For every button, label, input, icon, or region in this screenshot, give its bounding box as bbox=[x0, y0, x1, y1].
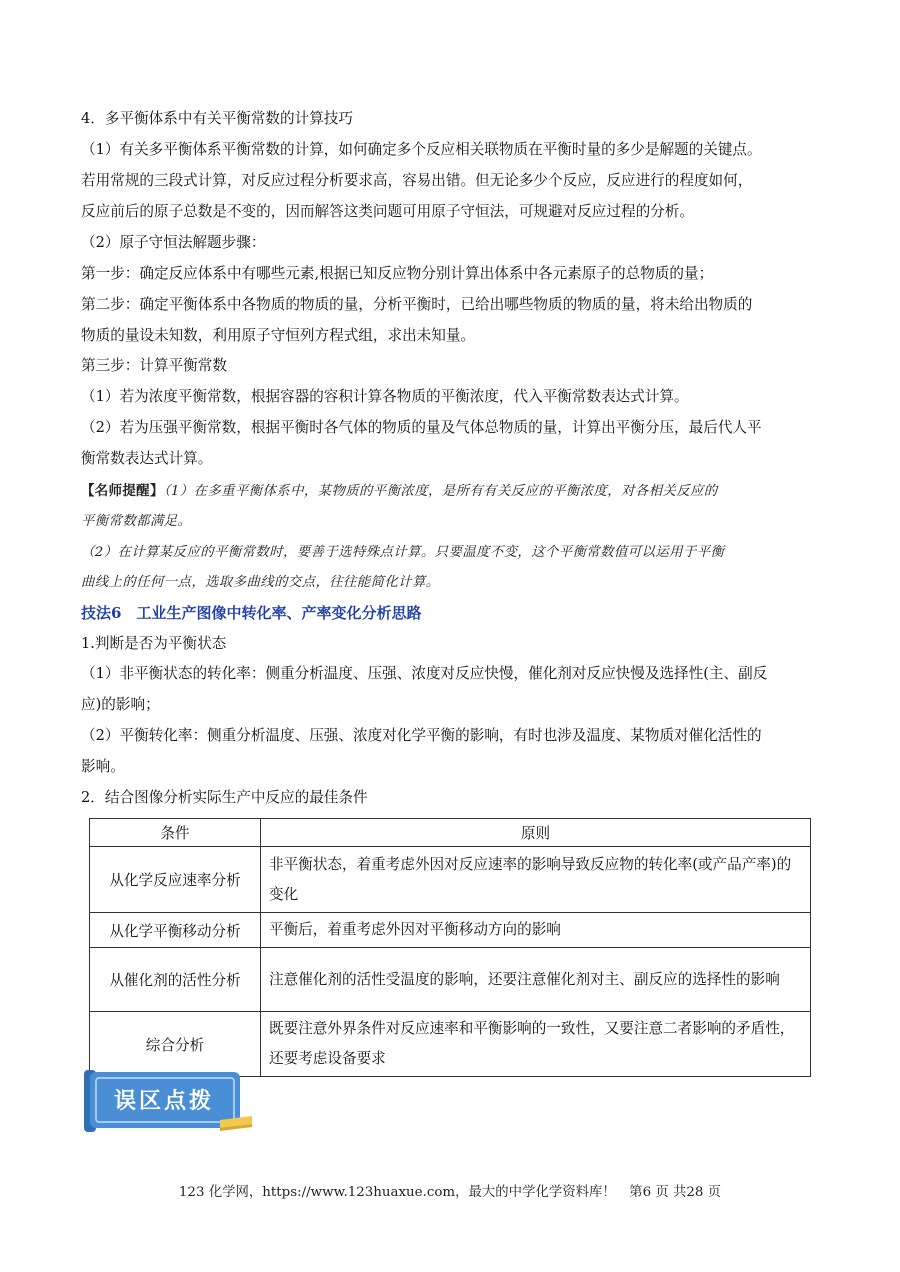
table-row bbox=[90, 948, 811, 1012]
header-condition: 条件 bbox=[90, 819, 261, 847]
header-principle: 原则 bbox=[261, 819, 811, 847]
conditions-table bbox=[89, 818, 811, 1077]
table-cell-condition: 从化学反应速率分析 bbox=[90, 847, 261, 913]
teacher-tip-line-4: 曲线上的任何一点，选取多曲线的交点，往往能简化计算。 bbox=[81, 575, 440, 590]
banner-label: 误区点拨 bbox=[113, 1089, 215, 1114]
technique-6-item-1-line-1: （1）非平衡状态的转化率：侧重分析温度、压强、浓度对反应快慢，催化剂对反应快慢及选择性(主、副反 bbox=[81, 665, 768, 682]
table-row bbox=[90, 847, 811, 913]
step-2-line-2: 物质的量设未知数，利用原子守恒列方程式组，求出未知量。 bbox=[81, 327, 476, 344]
paragraph-1-line-3: 反应前后的原子总数是不变的，因而解答这类问题可用原子守恒法，可规避对反应过程的分析。 bbox=[81, 203, 694, 220]
table-cell-rule: 非平衡状态，着重考虑外因对反应速率的影响导致反应物的转化率(或产品产率)的变化 bbox=[261, 847, 811, 913]
paragraph-1-line-1: （1）有关多平衡体系平衡常数的计算，如何确定多个反应相关联物质在平衡时量的多少是解题的关键点。 bbox=[81, 141, 762, 158]
table-cell-rule: 注意催化剂的活性受温度的影响，还要注意催化剂对主、副反应的选择性的影响 bbox=[261, 948, 811, 1012]
heading-4: 4．多平衡体系中有关平衡常数的计算技巧 bbox=[81, 110, 353, 127]
table-cell-condition: 综合分析 bbox=[90, 1012, 261, 1077]
page-footer: 123 化学网，https://www.123huaxue.com，最大的中学化学资料库！ 第6 页 共28 页 bbox=[178, 1185, 722, 1200]
technique-6-subheading-1: 1.判断是否为平衡状态 bbox=[81, 635, 227, 652]
table-row bbox=[90, 1012, 811, 1077]
table-row bbox=[90, 913, 811, 948]
technique-6-subheading-2: 2．结合图像分析实际生产中反应的最佳条件 bbox=[81, 789, 368, 806]
technique-6-heading: 技法6 工业生产图像中转化率、产率变化分析思路 bbox=[81, 604, 422, 622]
table-header-row bbox=[90, 819, 811, 847]
paragraph-1-line-2: 若用常规的三段式计算，对反应过程分析要求高，容易出错。但无论多少个反应，反应进行的程度如何， bbox=[81, 172, 753, 189]
paragraph-2: （2）原子守恒法解题步骤： bbox=[81, 234, 266, 251]
step-1: 第一步：确定反应体系中有哪些元素,根据已知反应物分别计算出体系中各元素原子的总物质的量； bbox=[81, 265, 714, 282]
misconception-banner bbox=[84, 1070, 256, 1132]
table-cell-condition: 从化学平衡移动分析 bbox=[90, 913, 261, 948]
table-cell-condition: 从催化剂的活性分析 bbox=[90, 948, 261, 1012]
step-3: 第三步：计算平衡常数 bbox=[81, 357, 227, 374]
step-3-item-2-line-1: （2）若为压强平衡常数，根据平衡时各气体的物质的量及气体总物质的量，计算出平衡分压，最后代人平 bbox=[81, 419, 762, 436]
teacher-tip-line-3: （2）在计算某反应的平衡常数时，要善于选特殊点计算。只要温度不变，这个平衡常数值可以运用于平衡 bbox=[81, 545, 725, 560]
teacher-tip-line-2: 平衡常数都满足。 bbox=[81, 514, 192, 529]
technique-6-item-1-line-2: 应)的影响； bbox=[81, 696, 160, 713]
table-cell-rule: 既要注意外界条件对反应速率和平衡影响的一致性，又要注意二者影响的矛盾性，还要考虑设备要求 bbox=[261, 1012, 811, 1077]
step-3-item-2-line-2: 衡常数表达式计算。 bbox=[81, 450, 213, 467]
table-cell-rule: 平衡后，着重考虑外因对平衡移动方向的影响 bbox=[261, 913, 811, 948]
step-3-item-1: （1）若为浓度平衡常数，根据容器的容积计算各物质的平衡浓度，代入平衡常数表达式计算。 bbox=[81, 388, 689, 405]
technique-6-item-2-line-1: （2）平衡转化率：侧重分析温度、压强、浓度对化学平衡的影响，有时也涉及温度、某物质对催化活性的 bbox=[81, 727, 762, 744]
step-2-line-1: 第二步：确定平衡体系中各物质的物质的量，分析平衡时，已给出哪些物质的物质的量，将未给出物质的 bbox=[81, 296, 753, 313]
banner-graphic bbox=[84, 1070, 256, 1132]
teacher-tip-tag: 【名师提醒】 bbox=[81, 483, 164, 499]
technique-6-item-2-line-2: 影响。 bbox=[81, 758, 125, 775]
teacher-tip-1-text: （1）在多重平衡体系中，某物质的平衡浓度，是所有有关反应的平衡浓度，对各相关反应的 bbox=[163, 484, 718, 499]
teacher-tip-line-1 bbox=[81, 481, 826, 502]
